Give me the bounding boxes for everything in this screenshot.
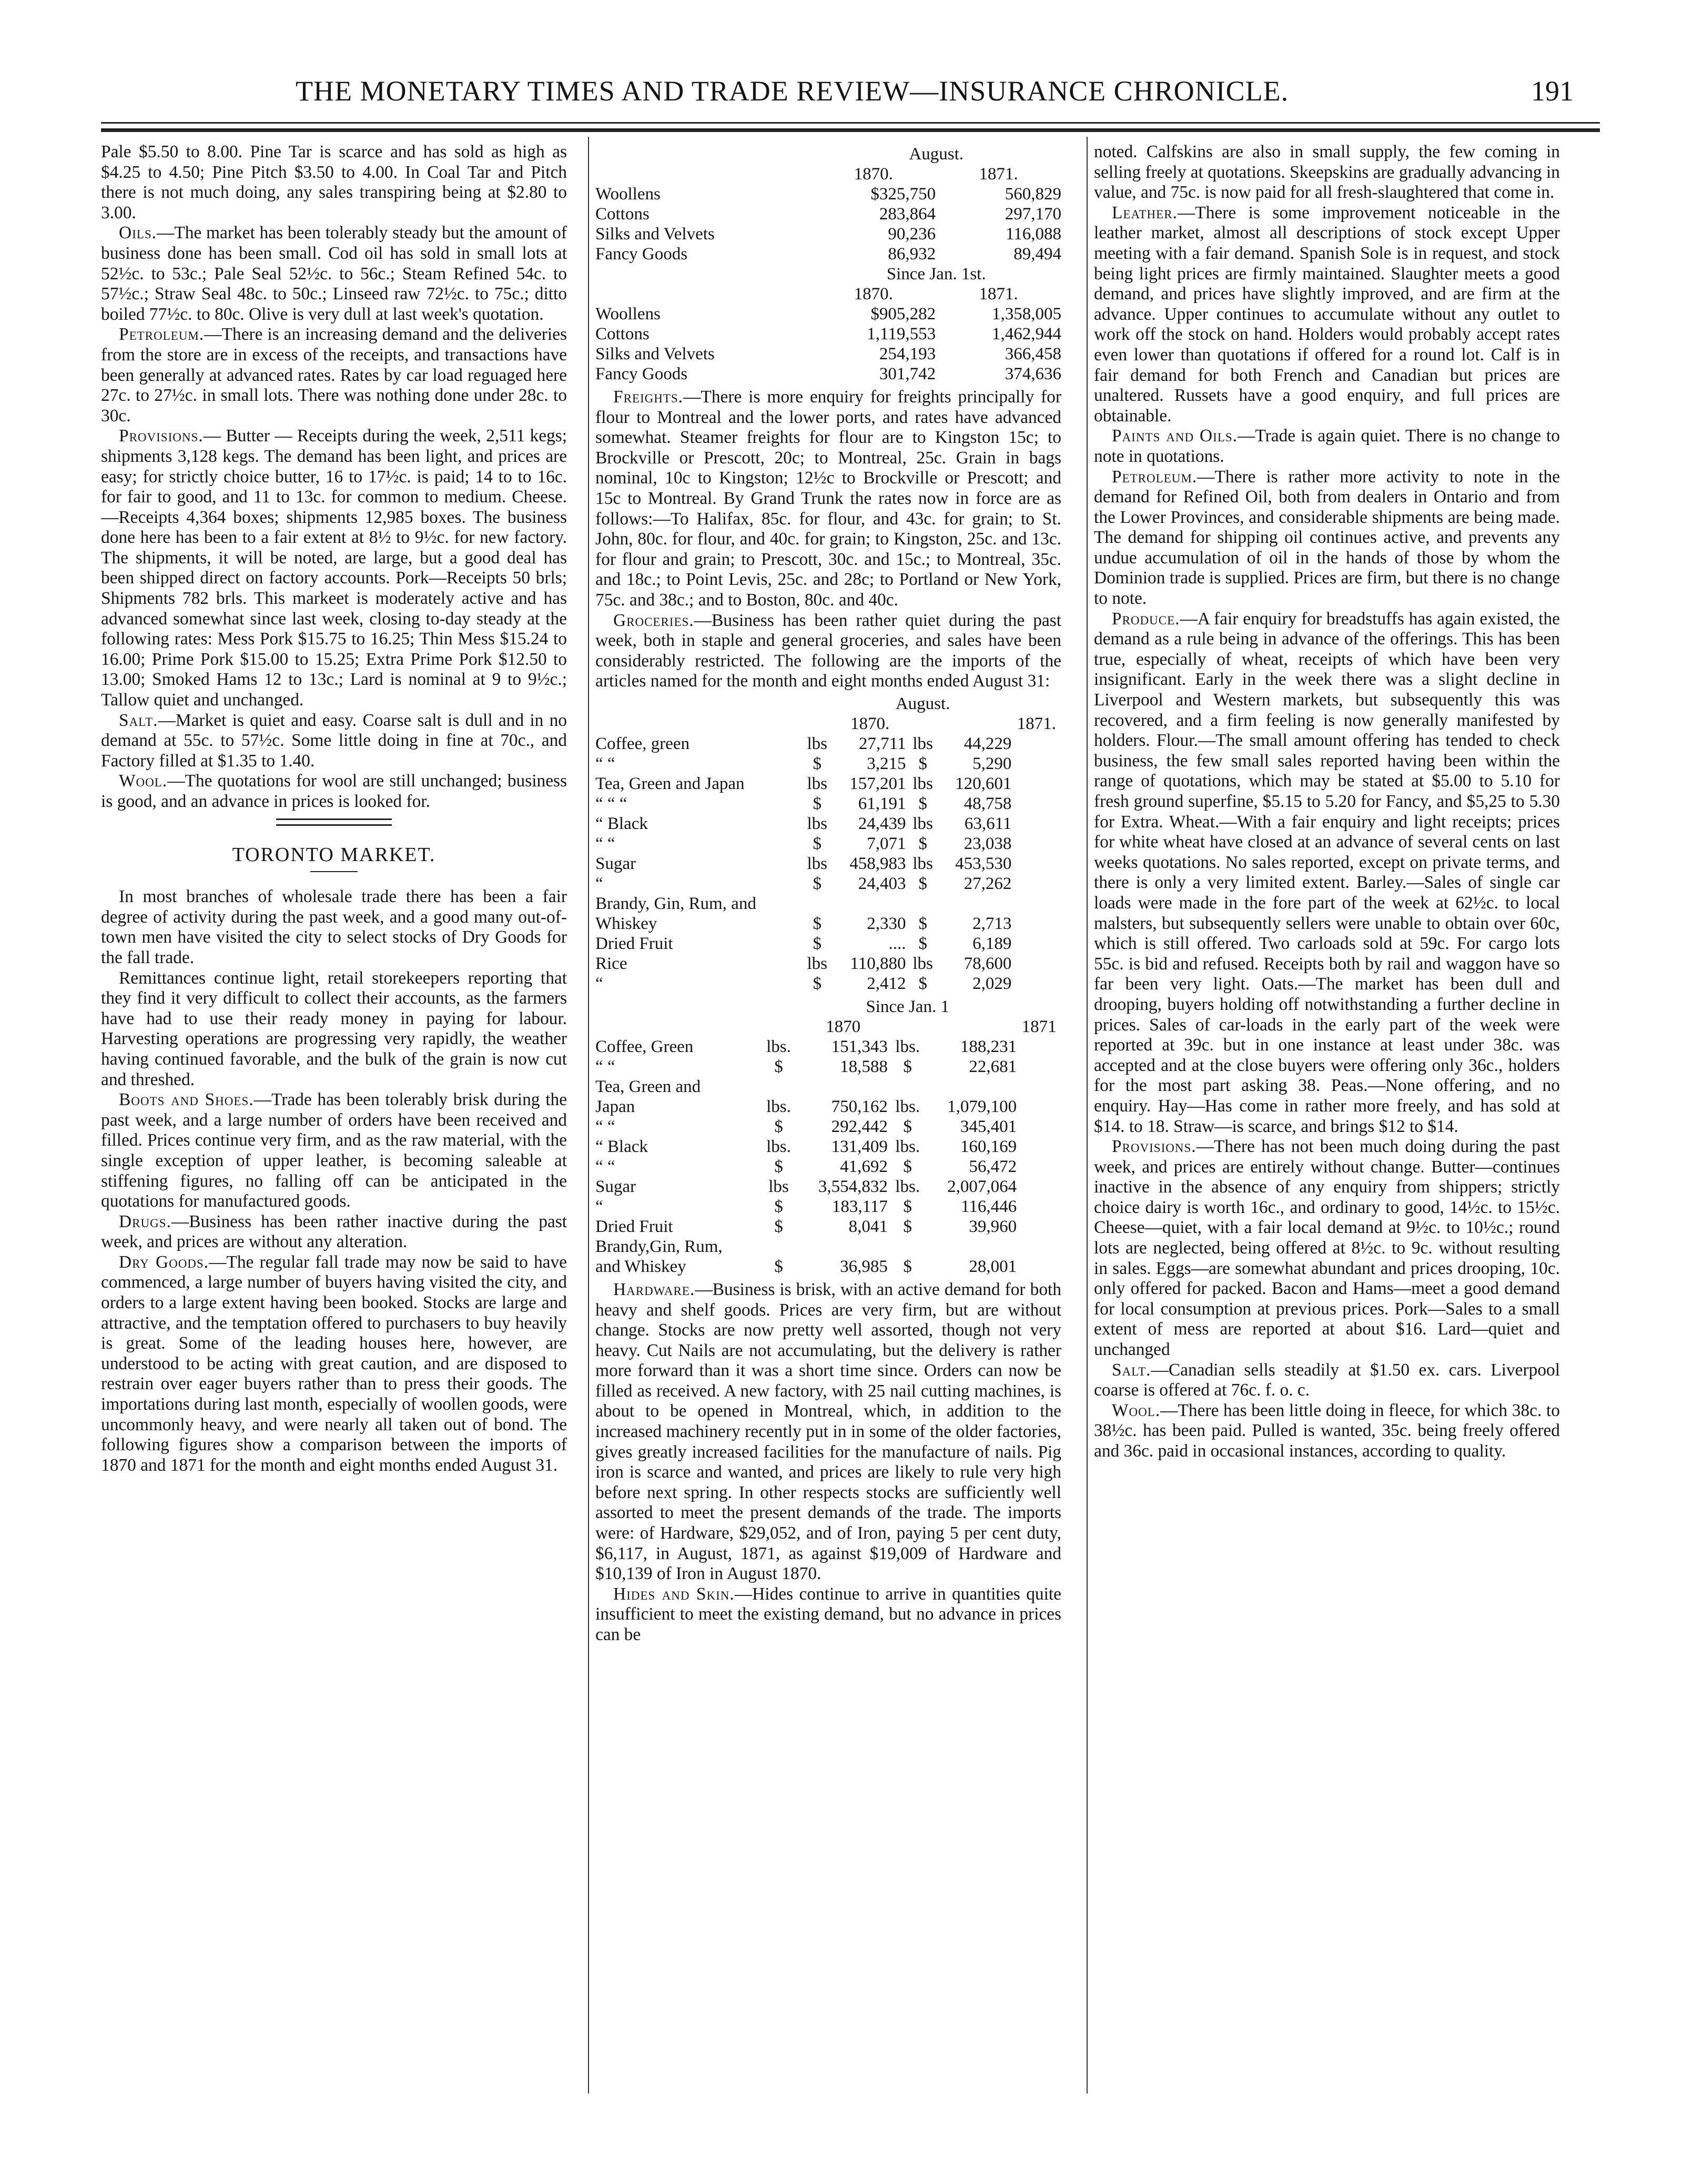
value-1870: 131,409 <box>831 1137 888 1156</box>
row-label: Woollens <box>595 185 661 204</box>
value-1871: 1,079,100 <box>947 1097 1017 1116</box>
text-wool: —The quotations for wool are still unchanged; business is good, and an advance in prices is looked for. <box>101 771 567 811</box>
value-1870: 18,588 <box>840 1057 888 1076</box>
spacer-cell <box>1011 774 1061 794</box>
row-label: Coffee, Green <box>595 1037 694 1056</box>
value-1871: 453,530 <box>955 854 1012 873</box>
value-1870: 90,236 <box>888 225 936 244</box>
spacer-cell <box>1017 1177 1061 1197</box>
unit-1871: lbs <box>913 954 933 973</box>
table-row <box>595 1117 1061 1137</box>
value-1871: 188,231 <box>960 1037 1017 1056</box>
heading-salt: Salt. <box>119 710 158 730</box>
row-label: Fancy Goods <box>595 245 688 264</box>
value-1871: 1,462,944 <box>992 325 1061 343</box>
unit-1870: $ <box>813 794 822 813</box>
unit-1871: lbs <box>913 814 933 833</box>
table-row <box>595 324 1061 344</box>
unit-1871: lbs. <box>895 1097 920 1116</box>
value-1871: 120,601 <box>955 774 1012 793</box>
row-label: “ “ “ <box>595 794 627 813</box>
value-1870: .... <box>888 934 906 953</box>
unit-1871: lbs. <box>895 1137 920 1156</box>
spacer-cell <box>1017 1097 1061 1117</box>
spacer-cell <box>1011 974 1061 994</box>
value-1871: 2,029 <box>972 974 1012 993</box>
table-row <box>595 734 1061 754</box>
paragraph-dry-goods <box>101 1252 567 1476</box>
row-label: “ Black <box>595 814 648 833</box>
table-row <box>595 874 1061 894</box>
row-label: Dried Fruit <box>595 934 673 953</box>
row-label: Fancy Goods <box>595 365 688 383</box>
heading-provisions: Provisions. <box>1112 1137 1197 1157</box>
value-1871: 28,001 <box>969 1257 1017 1276</box>
spacer-cell <box>1017 1257 1061 1277</box>
spacer-cell <box>1017 1057 1061 1077</box>
row-label: Sugar <box>595 854 636 873</box>
row-label: and Whiskey <box>595 1257 686 1276</box>
spacer-cell <box>1011 754 1061 774</box>
value-1870: 36,985 <box>840 1257 888 1276</box>
spacer-cell <box>1011 734 1061 754</box>
spacer-cell <box>1011 954 1061 974</box>
unit-1871: lbs <box>913 854 933 873</box>
row-label: Silks and Velvets <box>595 345 715 363</box>
row-label: “ “ <box>595 1057 615 1076</box>
table-period-since-jan: Since Jan. 1st. <box>886 265 986 284</box>
text-leather: —There is some improvement noticeable in the leather market, almost all descriptions of stock except Upper meeting with a fair demand. Spanish Sole is in request, and stock being light prices are firmly maintained. Slaughter meets a good demand, and prices have slightly improved, and are firm at the advance. Upper continues to accumulate without any outlet to work off the stock on hand. Holders would probably accept rates even lower than quotations if offered for a round lot. Calf is in fair demand for both French and Canadian but prices are unaltered. Russets have a good enquiry, and full prices are obtainable. <box>1094 203 1560 426</box>
value-1871: 22,681 <box>969 1057 1017 1076</box>
table-groceries-since-jan <box>595 997 1061 1277</box>
text-salt: —Market is quiet and easy. Coarse salt is dull and in no demand at 55c. to 57½c. Some little doing in fine at 70c., and Factory filled at $1.35 to 1.40. <box>101 710 567 771</box>
paragraph-calfskins: noted. Calfskins are also in small supply, the few coming in selling freely at quotations. Skeepskins are gradually advancing in value, and 75c. is now paid for all fresh-slaughtered that come in. <box>1094 142 1560 203</box>
unit-1871: $ <box>918 874 927 893</box>
value-1871: 374,636 <box>1005 365 1061 383</box>
heading-hides: Hides and Skin. <box>613 1584 735 1604</box>
text-oils: —The market has been tolerably steady but the amount of business done has been small. Cod oil has sold in small lots at 52½c. to 53c.; Pale Seal 52½c. to 56c.; Steam Refined 54c. to 57½c.; Straw Seal 48c. to 50c.; Linseed raw 72½c. to 75c.; ditto boiled 77½c. to 80c. Olive is very dull at last week's quotation. <box>101 223 567 324</box>
text-freights: —There is more enquiry for freights principally for flour to Montreal and the lower ports, and rates have advanced somewhat. Steamer freights for flour are to Kingston 15c; to Brockville or Prescott, 20c; to Montreal, 25c. Grain in bags nominal, 10c to Kingston; 12½c to Brockville or Prescott; and 15c to Montreal. By Grand Trunk the rates now in force are as follows:—To Halifax, 85c. for flour, and 43c. for grain; to St. John, 80c. for flour, and 40c. for grain; to Kingston, 25c. and 13c. for flour and grain; to Prescott, 30c. and 15c.; to Montreal, 35c. and 18c.; to Point Levis, 25c. and 28c; to Portland or New York, 75c. and 38c.; and to Boston, 80c. and 40c. <box>595 387 1061 610</box>
table-row <box>595 1137 1061 1157</box>
row-label: “ “ <box>595 1157 615 1176</box>
paragraph-salt <box>101 711 567 772</box>
unit-1871: $ <box>918 914 927 933</box>
unit-1870: $ <box>774 1197 783 1216</box>
table-year-1871: 1871. <box>979 285 1018 304</box>
row-label: Dried Fruit <box>595 1217 673 1236</box>
unit-1870: $ <box>813 934 822 953</box>
table-row <box>595 1077 1061 1097</box>
unit-1870: lbs <box>768 1177 789 1196</box>
spacer-cell <box>1017 1077 1061 1097</box>
table-row <box>595 974 1061 994</box>
value-1871: 160,169 <box>960 1137 1017 1156</box>
row-label: “ Black <box>595 1137 648 1156</box>
unit-1870: lbs <box>807 774 827 793</box>
value-1870: 61,191 <box>858 794 906 813</box>
value-1871 <box>927 1237 1017 1257</box>
table-row <box>595 364 1061 384</box>
value-1870: 2,412 <box>867 974 906 993</box>
unit-1871: $ <box>918 794 927 813</box>
value-1870: 151,343 <box>831 1037 888 1056</box>
heading-salt: Salt. <box>1112 1360 1151 1380</box>
text-hardware: —Business is brisk, with an active demand for both heavy and shelf goods. Prices are very firm, but are without change. Stocks are now pretty well assorted, though not very heavy. Cut Nails are not accumulating, but the delivery is rather more forward than it was a short time since. Orders can now be filled as received. A new factory, with 25 nail cutting machines, is about to be opened in Montreal, which, in addition to the increased machinery recently put in in some of the older factories, gives greatly increased facilities for the manufacture of nails. Pig iron is scarce and wanted, and prices are likely to rule very high before next spring. In other respects stocks are sufficiently well assorted to meet the present demands of the trade. The imports were: of Hardware, $29,052, and of Iron, paying 5 per cent duty, $6,117, in August, 1871, as against $19,009 of Hardware and $10,139 of Iron in August 1870. <box>595 1279 1061 1584</box>
header-rule-thin <box>101 122 1600 124</box>
unit-1871: $ <box>903 1057 912 1076</box>
row-label: “ “ <box>595 754 615 773</box>
value-1870: 110,880 <box>850 954 906 973</box>
unit-1870: lbs. <box>766 1037 791 1056</box>
unit-1871: $ <box>903 1197 912 1216</box>
table-row <box>595 1197 1061 1217</box>
unit-1870: $ <box>774 1057 783 1076</box>
unit-1871: $ <box>903 1217 912 1236</box>
text-hides: —Hides continue to arrive in quantities quite insufficient to meet the existing demand, but no advance in prices can be <box>595 1584 1062 1644</box>
value-1871: 1,358,005 <box>992 305 1061 323</box>
row-label: “ “ <box>595 834 615 853</box>
value-1870: 750,162 <box>831 1097 888 1116</box>
spacer-cell <box>1017 1237 1061 1257</box>
unit-1870: $ <box>813 754 822 773</box>
unit-1871: lbs. <box>895 1177 920 1196</box>
value-1870: 1,119,553 <box>867 325 936 343</box>
table-row <box>595 224 1061 244</box>
table-row <box>595 304 1061 324</box>
unit-1870 <box>759 1237 799 1257</box>
table-row <box>595 1177 1061 1197</box>
paragraph-freights <box>595 387 1061 611</box>
paragraph-groceries <box>595 611 1061 692</box>
value-1871: 27,262 <box>964 874 1012 893</box>
row-label: Brandy,Gin, Rum, <box>595 1237 723 1256</box>
unit-1870: $ <box>813 874 822 893</box>
value-1870: 254,193 <box>879 345 936 363</box>
row-label: Japan <box>595 1097 635 1116</box>
text-provisions: — Butter — Receipts during the week, 2,511 kegs; shipments 3,128 kegs. The demand has been light, and prices are easy; for strictly choice butter, 16 to 17½c. is paid; 14 to to 16c. for fair to good, and 11 to 13c. for common to medium. Cheese.—Receipts 4,364 boxes; shipments 12,985 boxes. The business done here has been to a fair extent at 8½ to 9½c. for new factory. The shipments, it will be noted, are large, but a good deal has been shipped direct on factory accounts. Pork—Receipts 50 brls; Shipments 782 brls. This markeet is moderately active and has advanced somewhat since last week, closing to-day steady at the following rates: Mess Pork $15.75 to 16.25; Thin Mess $15.24 to 16.00; Prime Pork $15.00 to 15.25; Extra Prime Pork $12.50 to 13.00; Smoked Hams 12 to 13c.; Lard is nominal at 9 to 9½c.; Tallow quiet and unchanged. <box>101 426 567 710</box>
spacer-cell <box>1011 894 1061 914</box>
spacer-cell <box>1011 914 1061 934</box>
value-1870: 3,554,832 <box>818 1177 888 1196</box>
text-salt: —Canadian sells steadily at $1.50 ex. cars. Liverpool coarse is offered at 76c. f. o. c. <box>1094 1360 1560 1400</box>
spacer-cell <box>1017 1217 1061 1237</box>
row-label: Sugar <box>595 1177 636 1196</box>
table-row <box>595 794 1061 814</box>
table-row <box>595 854 1061 874</box>
table-year-1871: 1871. <box>1017 714 1056 733</box>
heading-paints-oils: Paints and Oils. <box>1112 426 1238 446</box>
unit-1870: $ <box>774 1117 783 1136</box>
heading-wool: Wool. <box>1112 1400 1161 1420</box>
value-1871: 116,446 <box>961 1197 1017 1216</box>
column-divider-left <box>588 137 589 2094</box>
value-1871: 6,189 <box>972 934 1012 953</box>
text-dry-goods: —The regular fall trade may now be said to have commenced, a large number of buyers having visited the city, and orders to a large extent having been booked. Stocks are large and attractive, and the temptation offered to purchasers to buy heavily is great. Some of the leading houses here, however, are understood to be acting with great caution, and are disposed to restrain over eager buyers rather than to press their goods. The importations during last month, especially of woollen goods, were uncommonly heavy, and were nearly all taken out of bond. The following figures show a comparison between the imports of 1870 and 1871 for the month and eight months ended August 31. <box>101 1252 567 1475</box>
value-1871 <box>927 1077 1017 1097</box>
value-1871: 63,611 <box>964 814 1012 833</box>
section-divider <box>276 818 392 826</box>
paragraph-oils <box>101 223 567 325</box>
unit-1871 <box>888 1237 928 1257</box>
table-row <box>595 754 1061 774</box>
unit-1870: lbs <box>807 854 827 873</box>
unit-1870: $ <box>774 1217 783 1236</box>
unit-1871: $ <box>918 934 927 953</box>
paragraph-petroleum <box>101 325 567 426</box>
table-row <box>595 954 1061 974</box>
spacer-cell <box>1017 1037 1061 1057</box>
value-1870: 27,711 <box>858 734 906 753</box>
unit-1871: $ <box>918 834 927 853</box>
spacer-cell <box>1011 854 1061 874</box>
text-petroleum: —There is rather more activity to note in the demand for Refined Oil, both from dealers in Ontario and from the Lower Provinces, and considerable shipments are being made. The demand for shipping oil continues active, and prevents any undue accumulation of oil in the hands of those by whom the Dominion trade is supplied. Prices are firm, but there is no change to note. <box>1094 467 1560 609</box>
value-1870: 183,117 <box>832 1197 888 1216</box>
spacer-cell <box>1011 934 1061 954</box>
text-petroleum: —There is an increasing demand and the deliveries from the store are in excess of the receipts, and transactions have been generally at advanced rates. Rates by car load reguaged here 27c. to 27½c. in small lots. There was nothing done under 28c. to 30c. <box>101 325 567 426</box>
value-1871: 48,758 <box>964 794 1012 813</box>
paragraph-leather <box>1094 203 1560 427</box>
value-1870 <box>798 1077 888 1097</box>
paragraph-salt <box>1094 1360 1560 1401</box>
value-1870: 301,742 <box>879 365 936 383</box>
table-row <box>595 834 1061 854</box>
table-row <box>595 814 1061 834</box>
paragraph-provisions <box>1094 1137 1560 1360</box>
table-row <box>595 1217 1061 1237</box>
table-row <box>595 774 1061 794</box>
unit-1871: $ <box>903 1257 912 1276</box>
table-row <box>595 1097 1061 1117</box>
table-row <box>595 344 1061 364</box>
table-row <box>595 1037 1061 1057</box>
table-year-1870: 1870. <box>850 714 890 733</box>
unit-1870: $ <box>813 834 822 853</box>
page-number: 191 <box>1531 75 1574 107</box>
heading-groceries: Groceries. <box>613 610 694 630</box>
row-label: Tea, Green and <box>595 1077 701 1096</box>
heading-oils: Oils. <box>119 223 157 243</box>
unit-1870: $ <box>813 974 822 993</box>
paragraph-hardware <box>595 1280 1061 1584</box>
value-1870 <box>834 894 906 914</box>
table-row <box>595 1057 1061 1077</box>
value-1871: 560,829 <box>1005 185 1061 204</box>
unit-1870: lbs <box>807 954 827 973</box>
value-1871: 56,472 <box>969 1157 1017 1176</box>
value-1870: 157,201 <box>849 774 906 793</box>
paragraph-produce <box>1094 609 1560 1137</box>
table-row <box>595 914 1061 934</box>
value-1870: 24,403 <box>858 874 906 893</box>
heading-drugs: Drugs. <box>119 1211 171 1231</box>
text-drugs: —Business has been rather inactive during the past week, and prices are without any alteration. <box>101 1211 567 1252</box>
table-row <box>595 1257 1061 1277</box>
value-1870 <box>798 1237 888 1257</box>
unit-1871 <box>906 894 939 914</box>
unit-1870: $ <box>774 1157 783 1176</box>
table-year-1870: 1870 <box>826 1017 861 1036</box>
text-boots-shoes: —Trade has been tolerably brisk during the past week, and a large number of orders have been received and filled. Prices continue very firm, and as the raw material, with the single exception of upper leather, is becoming saleable at stiffening figures, no falling off can be anticipated in the quotations for manufactured goods. <box>101 1090 567 1211</box>
heading-boots-shoes: Boots and Shoes. <box>119 1090 254 1110</box>
running-title: THE MONETARY TIMES AND TRADE REVIEW—INSURANCE CHRONICLE. <box>296 75 1289 107</box>
spacer-cell <box>1017 1117 1061 1137</box>
table-row <box>595 934 1061 954</box>
table-period-august: August. <box>909 145 964 164</box>
paragraph-provisions <box>101 426 567 710</box>
table-year-1870: 1870. <box>854 285 893 304</box>
value-1870: 3,215 <box>867 754 906 773</box>
spacer-cell <box>1011 814 1061 834</box>
row-label: Silks and Velvets <box>595 225 715 244</box>
value-1871: 44,229 <box>964 734 1012 753</box>
row-label: “ “ <box>595 1117 615 1136</box>
paragraph-drugs <box>101 1212 567 1252</box>
row-label: “ <box>595 974 603 993</box>
value-1871: 89,494 <box>1013 245 1061 264</box>
paragraph-petroleum <box>1094 467 1560 609</box>
page-header <box>101 75 1595 112</box>
value-1871: 39,960 <box>969 1217 1017 1236</box>
paragraph-wool <box>1094 1401 1560 1462</box>
text-paints-oils: —Trade is again quiet. There is no change to note in quotations. <box>1094 426 1560 466</box>
value-1871: 78,600 <box>964 954 1012 973</box>
value-1871: 345,401 <box>960 1117 1017 1136</box>
value-1871: 297,170 <box>1005 205 1061 224</box>
unit-1871: lbs <box>913 734 933 753</box>
paragraph-wool <box>101 771 567 812</box>
unit-1871: $ <box>903 1157 912 1176</box>
paragraph-paints-oils <box>1094 426 1560 467</box>
unit-1870: $ <box>813 914 822 933</box>
row-label: Cottons <box>595 325 650 343</box>
unit-1871: $ <box>918 754 927 773</box>
spacer-cell <box>1011 874 1061 894</box>
value-1871: 5,290 <box>972 754 1012 773</box>
heading-petroleum: Petroleum. <box>1112 467 1198 487</box>
table-row <box>595 204 1061 224</box>
table-row <box>595 1157 1061 1177</box>
header-rule-thick <box>101 128 1600 132</box>
value-1870: 7,071 <box>867 834 906 853</box>
value-1871: 2,007,064 <box>947 1177 1017 1196</box>
unit-1871: $ <box>903 1117 912 1136</box>
paragraph-remittances: Remittances continue light, retail storekeepers reporting that they find it very difficult to collect their accounts, as the farmers have had to use their ready money in paying for labour. Harvesting operations are progressing very rapidly, the weather having continued favorable, and the bulk of the grain is now cut and threshed. <box>101 968 567 1089</box>
value-1870: $905,282 <box>870 305 936 323</box>
table-row <box>595 244 1061 264</box>
row-label: Whiskey <box>595 914 657 933</box>
value-1870: $325,750 <box>870 185 936 204</box>
table-row <box>595 1237 1061 1257</box>
row-label: Coffee, green <box>595 734 690 753</box>
table-row <box>595 894 1061 914</box>
value-1870: 292,442 <box>831 1117 888 1136</box>
value-1871: 2,713 <box>972 914 1012 933</box>
table-year-1871: 1871 <box>1021 1017 1057 1036</box>
unit-1870: lbs <box>807 814 827 833</box>
spacer-cell <box>1011 834 1061 854</box>
table-period-august: August. <box>895 694 950 713</box>
spacer-cell <box>1017 1157 1061 1177</box>
column-2 <box>595 142 1061 1645</box>
section-title-toronto-market: TORONTO MARKET. <box>232 843 436 866</box>
paragraph-tar: Pale $5.50 to 8.00. Pine Tar is scarce and has sold as high as $4.25 to 4.50; Pine Pitch $3.50 to 4.00. In Coal Tar and Pitch there is not much doing, any sales transpiring being at $2.80 to 3.00. <box>101 142 567 223</box>
spacer-cell <box>1017 1197 1061 1217</box>
value-1871 <box>940 894 1012 914</box>
heading-hardware: Hardware. <box>613 1279 695 1299</box>
value-1870: 24,439 <box>858 814 906 833</box>
row-label: Rice <box>595 954 627 973</box>
spacer-cell <box>1011 794 1061 814</box>
table-period-since-jan: Since Jan. 1 <box>866 997 949 1016</box>
value-1870: 41,692 <box>840 1157 888 1176</box>
paragraph-toronto-intro: In most branches of wholesale trade there has been a fair degree of activity during the past week, and a good many out-of-town men have visited the city to select stocks of Dry Goods for the fall trade. <box>101 887 567 967</box>
row-label: Tea, Green and Japan <box>595 774 745 793</box>
spacer-cell <box>1017 1137 1061 1157</box>
paragraph-hides <box>595 1584 1061 1645</box>
column-divider-right <box>1087 137 1088 2094</box>
row-label: Woollens <box>595 305 661 323</box>
unit-1871: lbs. <box>895 1037 920 1056</box>
table-year-1870: 1870. <box>854 165 893 184</box>
heading-leather: Leather. <box>1112 203 1178 223</box>
value-1871: 23,038 <box>964 834 1012 853</box>
heading-dry-goods: Dry Goods. <box>119 1252 209 1272</box>
row-label: “ <box>595 874 603 893</box>
text-provisions: —There has not been much doing during the past week, and prices are entirely without change. Butter—continues inactive in the absence of any enquiry from shippers; strictly choice dairy is worth 16c., and ordinary to good, 14½c. to 15½c. Cheese—quiet, with a fair local demand at 9½c. to 10½c.; round lots are neglected, being offered at 8½c. to 9c. without resulting in sales. Eggs—are somewhat abundant and prices drooping, 10c. only offered for packed. Bacon and Hams—meet a good demand for local consumption at previous prices. Pork—Sales to a small extent of mess are reported at about $16. Lard—quiet and unchanged <box>1094 1137 1560 1360</box>
table-dry-goods-imports <box>595 144 1061 384</box>
table-groceries-august <box>595 694 1061 994</box>
unit-1870: lbs. <box>766 1137 791 1156</box>
unit-1871 <box>888 1077 928 1097</box>
value-1870: 283,864 <box>879 205 936 224</box>
unit-1870: lbs <box>807 734 827 753</box>
unit-1871: lbs <box>913 774 933 793</box>
column-1 <box>101 142 567 1475</box>
text-wool: —There has been little doing in fleece, for which 38c. to 38½c. has been paid. Pulled is wanted, 35c. being freely offered and 36c. paid in occasional instances, according to quality. <box>1094 1400 1560 1461</box>
value-1870: 8,041 <box>848 1217 888 1236</box>
heading-wool: Wool. <box>119 771 168 791</box>
value-1870: 2,330 <box>867 914 906 933</box>
heading-produce: Produce. <box>1112 609 1180 629</box>
value-1871: 116,088 <box>1005 225 1061 244</box>
table-row <box>595 184 1061 204</box>
value-1870: 86,932 <box>888 245 936 264</box>
heading-petroleum: Petroleum. <box>119 325 205 345</box>
column-3 <box>1094 142 1560 1462</box>
value-1871: 366,458 <box>1005 345 1061 363</box>
paragraph-boots-shoes <box>101 1090 567 1212</box>
unit-1870: lbs. <box>766 1097 791 1116</box>
heading-freights: Freights. <box>613 387 684 407</box>
text-groceries: —Business has been rather quiet during the past week, both in staple and general groceries, and sales have been considerably restricted. The following are the imports of the articles named for the month and eight months ended August 31: <box>595 610 1061 691</box>
heading-provisions: Provisions. <box>119 426 204 446</box>
row-label: “ <box>595 1197 603 1216</box>
row-label: Brandy, Gin, Rum, and <box>595 894 756 913</box>
unit-1870 <box>759 1077 799 1097</box>
row-label: Cottons <box>595 205 650 224</box>
unit-1870 <box>800 894 834 914</box>
value-1870: 458,983 <box>849 854 906 873</box>
table-year-1871: 1871. <box>979 165 1018 184</box>
unit-1871: $ <box>918 974 927 993</box>
unit-1870: $ <box>774 1257 783 1276</box>
title-underline <box>310 871 358 872</box>
text-produce: —A fair enquiry for breadstuffs has again existed, the demand as a rule being in advance of the offerings. This has been true, especially of wheat, receipts of which have been very insignificant. Early in the week there was a slight decline in Liverpool and Western markets, but subsequently this was recovered, and a firm feeling is now generally manifested by holders. Flour.—The small amount offering has tended to check business, the few small sales reported having been within the range of quotations, which may be stated at $5.00 to 5.10 for fresh ground superfine, $5.15 to 5.20 for Fancy, and $5,25 to 5.30 for Extra. Wheat.—With a fair enquiry and light receipts; prices for white wheat have closed at an advance of several cents on last weeks quotations. No sales reported, except on private terms, and there is only a very limited extent. Barley.—Sales of single car loads were made in the fore part of the week at 62½c. to local malsters, but subsequently sellers were unable to obtain over 60c, which is still offered. Two carloads sold at 59c. For cargo lots 55c. is bid and refused. Receipts both by rail and waggon have so far been very light. Oats.—The market has been dull and drooping, buyers holding off notwithstanding a further decline in prices. Sales of car-loads in the early part of the week were reported at 39c. but in one instance at least under 38c. was accepted and at the close buyers were offering only 36c., holders for the most part asking 38. Peas.—None offering, and no enquiry. Hay—Has come in rather more freely, and has sold at $14. to 18. Straw—is scarce, and brings $12 to $14. <box>1094 609 1560 1136</box>
